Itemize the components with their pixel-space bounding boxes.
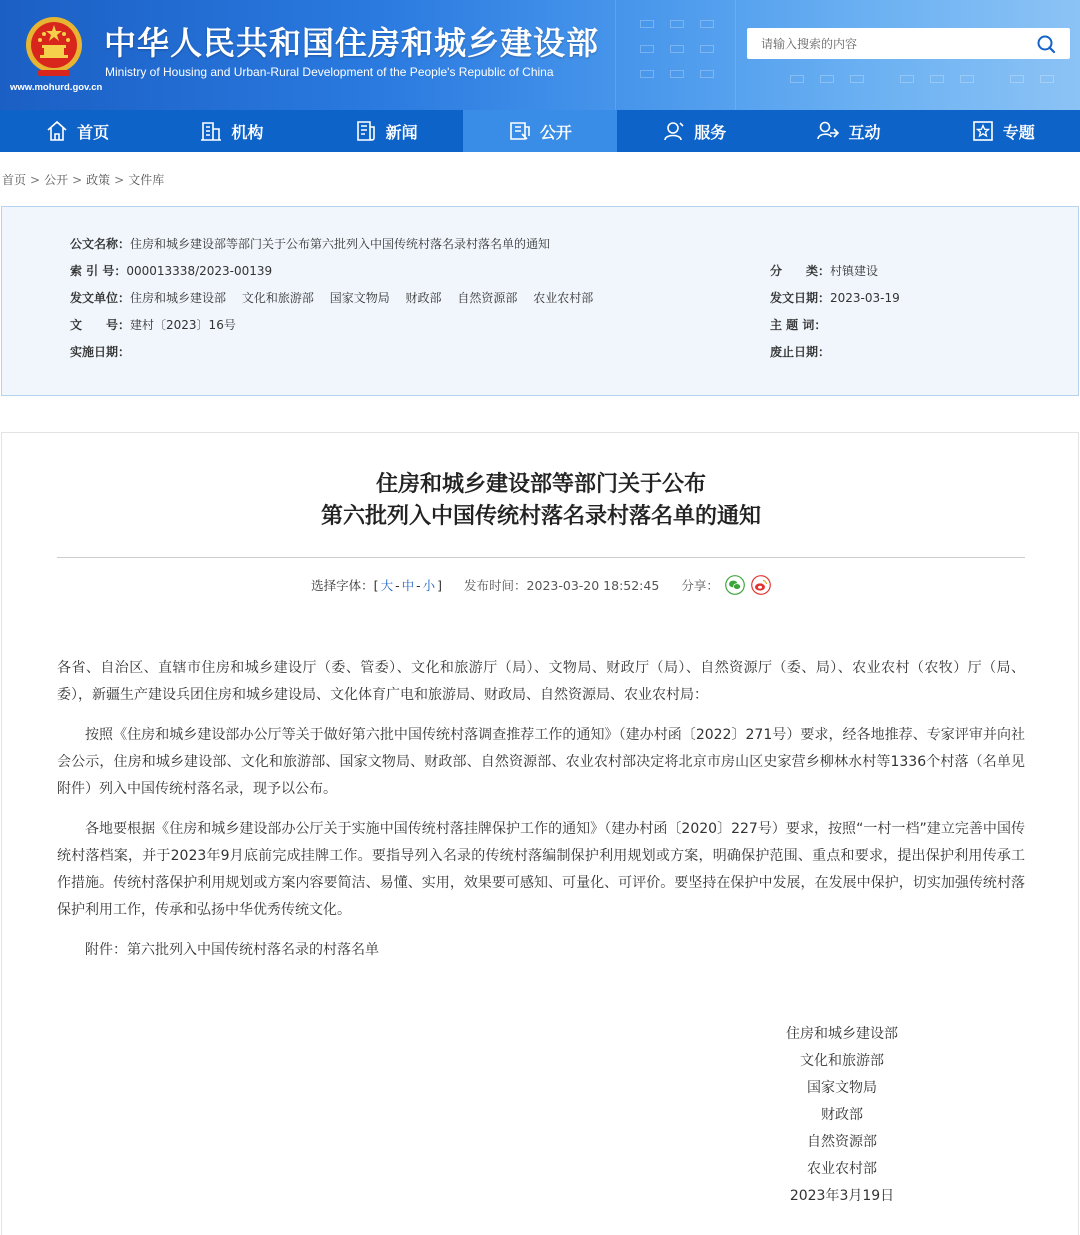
font-size-label: 选择字体：[ [311, 578, 379, 593]
info-value [130, 289, 605, 306]
nav-item-service[interactable] [617, 110, 771, 152]
article-title [2, 469, 1080, 533]
info-label: 文 号： [70, 318, 131, 332]
share-label: 分享： [681, 578, 719, 593]
breadcrumb-home[interactable]: 首页 [2, 173, 27, 187]
share-bar [681, 575, 771, 595]
article-title-line: 第六批列入中国传统村落名录村落名单的通知 [320, 504, 761, 529]
font-size-close: ] [437, 578, 443, 593]
info-value: 村镇建设 [830, 264, 879, 278]
service-icon [662, 119, 686, 143]
info-label: 分 类： [770, 264, 831, 278]
signatory: 文化和旅游部 [800, 1053, 884, 1069]
search-input[interactable] [747, 28, 1027, 59]
main-nav [0, 110, 1080, 152]
font-large-link[interactable]: 大 [380, 578, 394, 593]
nav-item-label: 首页 [77, 122, 110, 142]
site-url: www.mohurd.gov.cn [10, 82, 103, 93]
info-value: 住房和城乡建设部等部门关于公布第六批列入中国传统村落名录村落名单的通知 [130, 237, 551, 251]
signatory: 农业农村部 [807, 1161, 877, 1177]
font-small-link[interactable]: 小 [422, 578, 436, 593]
breadcrumb-file-library[interactable]: 文件库 [128, 173, 165, 187]
breadcrumb-separator: > [30, 173, 41, 187]
nav-item-label: 机构 [231, 122, 264, 142]
font-size-selector: 选择字体：[ 大 - 中 - 小 ] [311, 578, 443, 593]
nav-item-interact[interactable] [771, 110, 925, 152]
news-icon [354, 119, 378, 143]
info-label: 索 引 号： [70, 264, 127, 278]
publish-value: 2023-03-20 18:52:45 [526, 578, 660, 593]
attachment-link[interactable]: 附件：第六批列入中国传统村落名录的村落名单 [85, 942, 379, 958]
issuer-name: 财政部 [405, 291, 442, 305]
info-keywords [770, 316, 826, 333]
font-medium-link[interactable]: 中 [401, 578, 415, 593]
search-icon[interactable] [1036, 34, 1056, 54]
weibo-share-icon[interactable] [751, 575, 771, 595]
signature-date: 2023年3月19日 [789, 1188, 895, 1204]
info-effective-date [70, 343, 130, 360]
nav-item-label: 新闻 [385, 122, 418, 142]
breadcrumb-policy[interactable]: 政策 [86, 173, 111, 187]
breadcrumb [2, 171, 164, 188]
star-icon [971, 119, 995, 143]
issuer-name: 住房和城乡建设部 [130, 291, 227, 305]
issuer-name: 农业农村部 [533, 291, 594, 305]
info-document-number [70, 316, 236, 333]
nav-item-label: 专题 [1002, 122, 1035, 142]
nav-item-organization[interactable] [154, 110, 308, 152]
building-icon [199, 119, 223, 143]
search-box [747, 28, 1070, 59]
nav-item-label: 互动 [848, 122, 881, 142]
wechat-share-icon[interactable] [725, 575, 745, 595]
signatory: 财政部 [821, 1107, 863, 1123]
info-index-number [70, 262, 272, 279]
info-value: 000013338/2023-00139 [126, 263, 273, 278]
info-issuing-units [70, 289, 605, 306]
document-info-box [1, 206, 1079, 396]
breadcrumb-public[interactable]: 公开 [44, 173, 69, 187]
info-category [770, 262, 878, 279]
article-paragraph: 各省、自治区、直辖市住房和城乡建设厅（委、管委）、文化和旅游厅（局）、文物局、财政厅（局）、自然资源厅（委、局）、农业农村（农牧）厅（局、委），新疆生产建设兵团住房和城乡建设局、文化体育广电和旅游局、财政局、自然资源局、农业农村局： [57, 660, 1025, 703]
publish-time [464, 576, 659, 594]
issuer-name: 国家文物局 [329, 291, 390, 305]
article-paragraph: 按照《住房和城乡建设部办公厅等关于做好第六批中国传统村落调查推荐工作的通知》（建办村函〔2022〕271号）要求，经各地推荐、专家评审并向社会公示，住房和城乡建设部、文化和旅游部、国家文物局、财政部、自然资源部、农业农村部决定将北京市房山区史家营乡柳林水村等1336个村落（名单见附件）列入中国传统村落名录，现予以公布。 [57, 727, 1025, 797]
title-divider [57, 557, 1025, 558]
nav-item-news[interactable] [309, 110, 463, 152]
breadcrumb-separator: > [114, 173, 125, 187]
nav-item-public[interactable] [463, 110, 617, 152]
info-value: 建村〔2023〕16号 [130, 318, 236, 332]
header-building-decoration [615, 0, 735, 110]
national-emblem-logo [22, 14, 86, 80]
info-label: 主 题 词： [770, 318, 827, 332]
signature-block [702, 1021, 982, 1210]
signatory: 住房和城乡建设部 [786, 1026, 898, 1042]
article-paragraph: 各地要根据《住房和城乡建设部办公厅关于实施中国传统村落挂牌保护工作的通知》（建办村函〔2020〕227号）要求，按照“一村一档”建立完善中国传统村落档案，并于2023年9月底前完成挂牌工作。要指导列入名录的传统村落编制保护利用规划或方案，明确保护范围、重点和要求，提出保护利用传承工作措施。传统村落保护利用规划或方案内容要简洁、易懂、实用，效果要可感知、可量化、可评价。要坚持在保护中发展，在发展中保护，切实加强传统村落保护利用工作，传承和弘扬中华优秀传统文化。 [57, 821, 1025, 918]
info-label: 发文单位： [70, 291, 131, 305]
issuer-name: 文化和旅游部 [241, 291, 314, 305]
issuer-name: 自然资源部 [457, 291, 518, 305]
breadcrumb-separator: > [72, 173, 83, 187]
interact-icon [816, 119, 840, 143]
site-subtitle: Ministry of Housing and Urban-Rural Development of the People's Republic of China [105, 65, 554, 79]
article-body [57, 655, 1025, 977]
info-value: 2023-03-19 [830, 290, 900, 305]
article-meta [2, 575, 1080, 595]
site-header [0, 0, 1080, 110]
nav-item-topics[interactable] [926, 110, 1080, 152]
nav-item-label: 公开 [539, 122, 572, 142]
info-label: 发文日期： [770, 291, 831, 305]
article [1, 432, 1079, 1235]
info-label: 实施日期： [70, 345, 131, 359]
article-title-line: 住房和城乡建设部等部门关于公布 [375, 472, 706, 497]
document-icon [508, 119, 532, 143]
nav-item-home[interactable] [0, 110, 154, 152]
info-label: 废止日期： [770, 345, 831, 359]
signatory: 国家文物局 [807, 1080, 877, 1096]
home-icon [45, 119, 69, 143]
info-doc-title [70, 235, 550, 252]
info-expire-date [770, 343, 830, 360]
info-issue-date [770, 289, 900, 306]
publish-label: 发布时间： [464, 578, 527, 593]
info-label: 公文名称： [70, 237, 131, 251]
nav-item-label: 服务 [694, 122, 727, 142]
signatory: 自然资源部 [807, 1134, 877, 1150]
site-title: 中华人民共和国住房和城乡建设部 [104, 24, 600, 62]
